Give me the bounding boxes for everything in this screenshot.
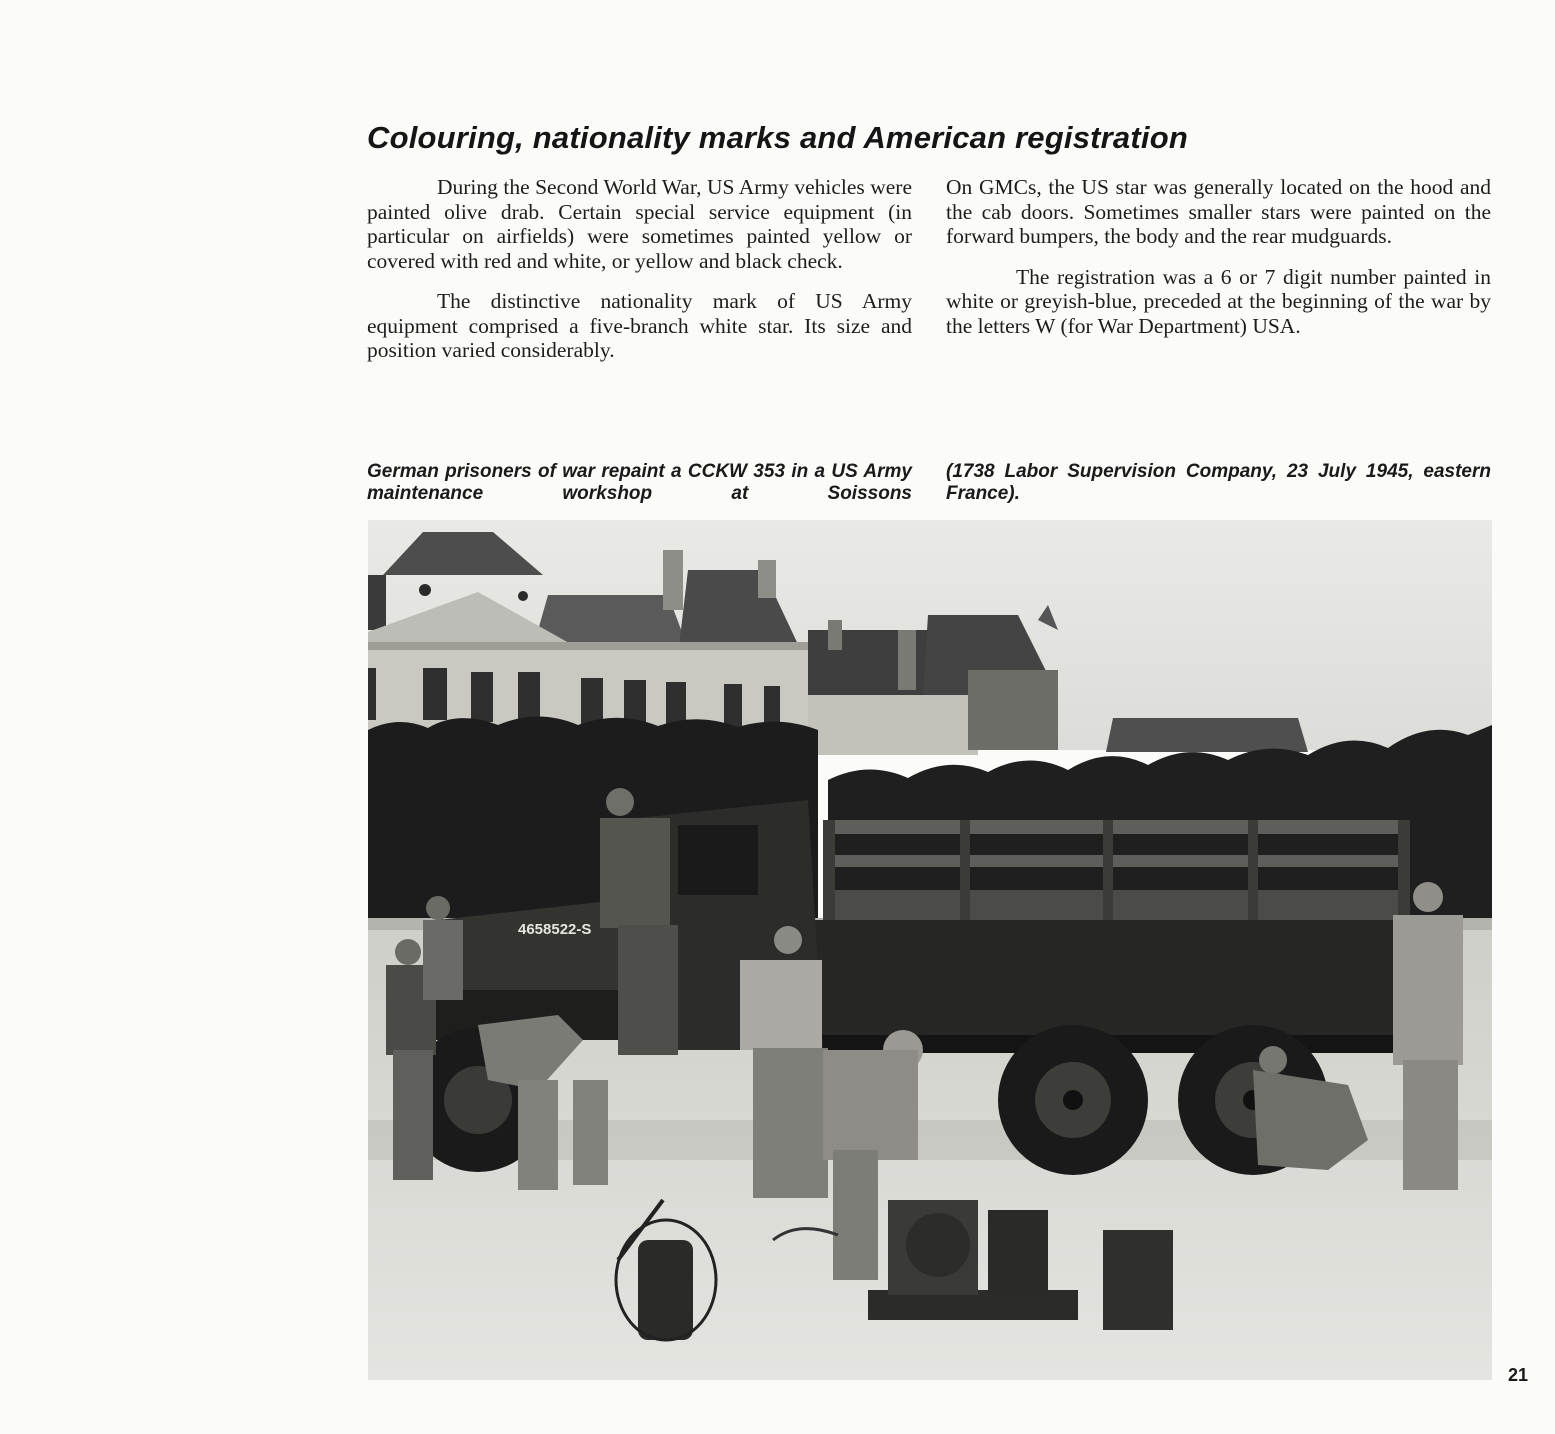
body-paragraph: On GMCs, the US star was generally located on the hood and the cab doors. Sometimes smaller stars were painted on the forward bumpers, the body and the rear mudguards. (946, 175, 1491, 248)
page-number: 21 (1508, 1365, 1529, 1385)
photo-caption-right: (1738 Labor Supervision Company, 23 July 1945, eastern France). (946, 461, 1491, 504)
registration-number: 4658522-S (518, 921, 592, 938)
body-paragraph: The distinctive nationality mark of US Army equipment comprised a five-branch white star. Its size and position varied considerably. (367, 289, 912, 362)
page-title: Colouring, nationality marks and American registration (367, 120, 1188, 155)
body-column-right (946, 175, 1491, 354)
photo-caption-left: German prisoners of war repaint a CCKW 353 in a US Army maintenance workshop at Soissons (367, 461, 912, 504)
photograph (368, 520, 1492, 1380)
wheel (998, 1025, 1148, 1175)
body-column-left (367, 175, 912, 379)
distant-roof (1106, 718, 1308, 752)
body-paragraph: During the Second World War, US Army vehicles were painted olive drab. Certain special service equipment (in particular on airfields) were sometimes painted yellow or covered with red and white, or yellow and black check. (367, 175, 912, 273)
body-paragraph: The registration was a 6 or 7 digit number painted in white or greyish-blue, preceded at the beginning of the war by the letters W (for War Department) USA. (946, 264, 1491, 338)
